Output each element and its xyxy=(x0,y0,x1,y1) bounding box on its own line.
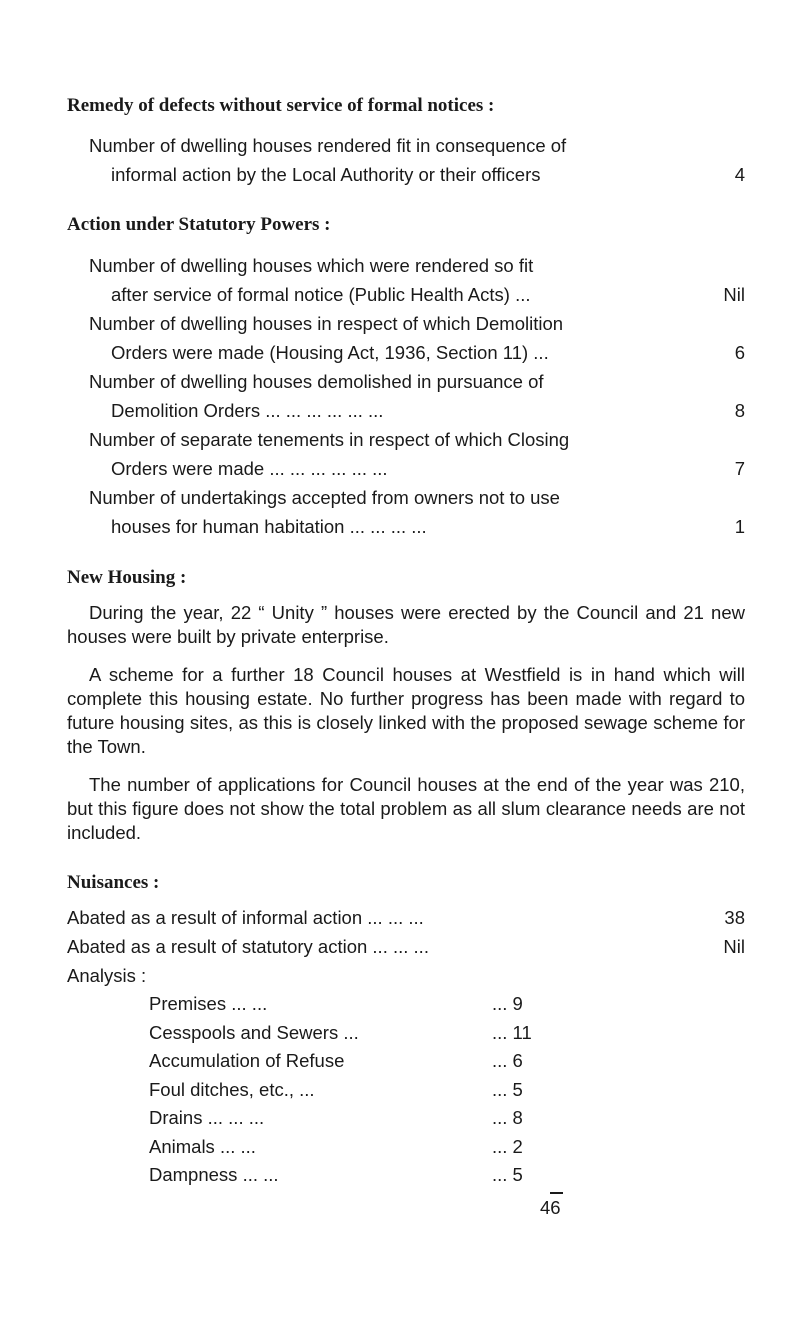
paragraph xyxy=(67,601,745,649)
row-value: Nil xyxy=(723,936,745,957)
paragraph xyxy=(67,773,745,845)
heading-remedy: Remedy of defects without service of formal notices : xyxy=(67,95,495,116)
item-line-2: Orders were made (Housing Act, 1936, Section 11) ... xyxy=(111,342,549,363)
item-line-1: Number of dwelling houses rendered fit in consequence of xyxy=(89,135,567,156)
analysis-item-label: Drains ... ... ... xyxy=(149,1107,265,1128)
statutory-item xyxy=(89,309,745,367)
item-line-1: Number of dwelling houses in respect of which Demolition xyxy=(89,313,564,334)
analysis-item-label: Cesspools and Sewers ... xyxy=(149,1022,359,1043)
item-line-2: Orders were made ... ... ... ... ... ... xyxy=(111,458,388,479)
heading-new-housing: New Housing : xyxy=(67,567,187,588)
paragraph-text: A scheme for a further 18 Council houses at Westfield is in hand which will complete this housing estate. No further progress has been made with regard to future housing sites, as this is closely linked with the proposed sewage scheme for the Town. xyxy=(67,664,745,757)
paragraph-text: During the year, 22 “ Unity ” houses were erected by the Council and 21 new houses were built by private enterprise. xyxy=(67,602,745,647)
total-rule xyxy=(550,1192,563,1194)
item-value: 7 xyxy=(734,458,745,479)
analysis-item-label: Dampness ... ... xyxy=(149,1164,279,1185)
item-line-1: Number of dwelling houses which were rendered so fit xyxy=(89,255,534,276)
analysis-item-value-text: ... 9 xyxy=(492,993,523,1014)
analysis-total: 46 xyxy=(540,1197,561,1218)
statutory-item xyxy=(89,483,745,541)
item-value: Nil xyxy=(723,284,745,305)
paragraph-text: The number of applications for Council houses at the end of the year was 210, but this figure does not show the total problem as all slum clearance needs are not included. xyxy=(67,774,745,843)
analysis-item-value-text: ... 11 xyxy=(492,1022,532,1043)
analysis-item-label: Animals ... ... xyxy=(149,1136,256,1157)
nuisance-row xyxy=(67,905,745,931)
item-line-2: houses for human habitation ... ... ... ... xyxy=(111,516,427,537)
item-value: 1 xyxy=(734,516,745,537)
paragraph xyxy=(67,663,745,759)
analysis-label: Analysis : xyxy=(67,965,147,986)
item-value: 8 xyxy=(734,400,745,421)
analysis-item-label: Premises ... ... xyxy=(149,993,268,1014)
item-value: 6 xyxy=(734,342,745,363)
analysis-item-value-text: ... 2 xyxy=(492,1136,523,1157)
heading-nuisances: Nuisances : xyxy=(67,872,160,893)
statutory-item xyxy=(89,251,745,309)
analysis-item-label: Foul ditches, etc., ... xyxy=(149,1079,315,1100)
statutory-item xyxy=(89,367,745,425)
item-line-2: informal action by the Local Authority or their officers xyxy=(111,164,541,185)
item-value: 4 xyxy=(734,164,745,185)
item-line-1: Number of dwelling houses demolished in pursuance of xyxy=(89,371,544,392)
analysis-item-value-text: ... 5 xyxy=(492,1079,523,1100)
row-value: 38 xyxy=(724,907,745,928)
heading-statutory: Action under Statutory Powers : xyxy=(67,214,331,235)
item-line-1: Number of undertakings accepted from owners not to use xyxy=(89,487,560,508)
row-label: Abated as a result of informal action ... ... ... xyxy=(67,907,424,928)
item-line-2: Demolition Orders ... ... ... ... ... ... xyxy=(111,400,384,421)
item-line-1: Number of separate tenements in respect of which Closing xyxy=(89,429,570,450)
analysis-item-value-text: ... 8 xyxy=(492,1107,523,1128)
statutory-item xyxy=(89,425,745,483)
row-label: Abated as a result of statutory action ... ... ... xyxy=(67,936,429,957)
item-line-2: after service of formal notice (Public Health Acts) ... xyxy=(111,284,531,305)
analysis-item-value-text: ... 6 xyxy=(492,1050,523,1071)
analysis-item-label: Accumulation of Refuse xyxy=(149,1050,345,1071)
remedy-item xyxy=(89,131,745,189)
analysis-item-value-text: ... 5 xyxy=(492,1164,523,1185)
nuisance-row xyxy=(67,934,745,960)
